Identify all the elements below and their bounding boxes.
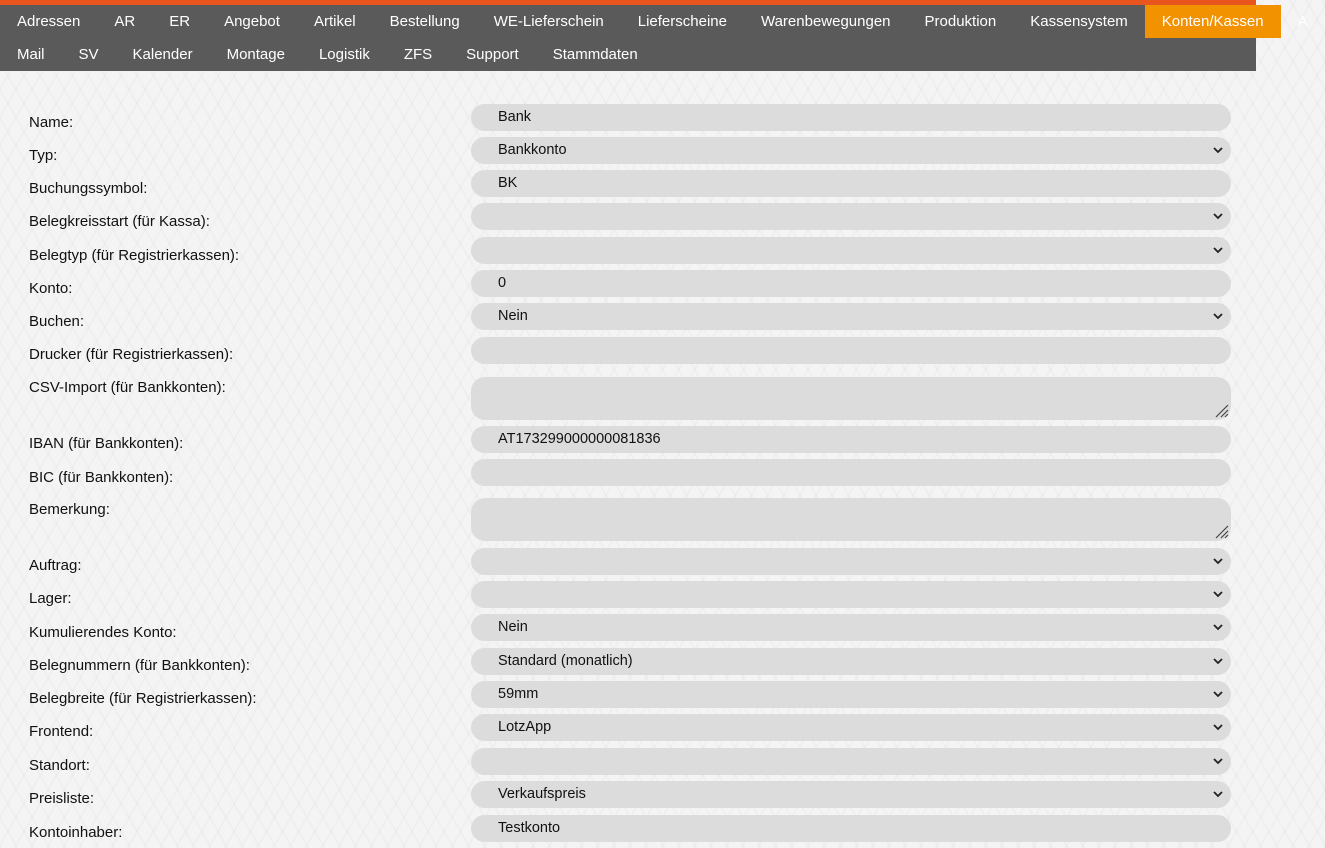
- name-value: Bank: [498, 109, 532, 125]
- belegnummern-select[interactable]: [471, 648, 1231, 675]
- label-buchungssymbol: Buchungssymbol:: [29, 180, 148, 197]
- nav-zfs[interactable]: ZFS: [403, 46, 433, 63]
- resize-grip-icon[interactable]: [1213, 402, 1229, 418]
- label-bic: BIC (für Bankkonten):: [29, 469, 174, 486]
- bic-input[interactable]: [471, 459, 1231, 486]
- label-lager: Lager:: [29, 590, 72, 607]
- iban-input[interactable]: [471, 426, 1231, 453]
- name-input[interactable]: [471, 104, 1231, 131]
- chevron-down-icon: [1211, 620, 1225, 634]
- account-form: [0, 71, 1256, 848]
- drucker-input[interactable]: [471, 337, 1231, 364]
- buchungssymbol-input[interactable]: [471, 170, 1231, 197]
- nav-warenbewegungen[interactable]: Warenbewegungen: [760, 13, 891, 30]
- label-iban: IBAN (für Bankkonten):: [29, 435, 184, 452]
- nav-artikel[interactable]: Artikel: [313, 13, 356, 30]
- nav-we-lieferschein[interactable]: WE-Lieferschein: [493, 13, 604, 30]
- nav-er[interactable]: ER: [169, 13, 191, 30]
- nav-kassensystem[interactable]: Kassensystem: [1030, 13, 1128, 30]
- nav-kalender[interactable]: Kalender: [132, 46, 193, 63]
- csv-import-textarea[interactable]: [471, 377, 1231, 420]
- kumulierend-value: Nein: [498, 619, 528, 635]
- chevron-down-icon: [1211, 243, 1225, 257]
- frontend-value: LotzApp: [498, 719, 552, 735]
- chevron-down-icon: [1211, 787, 1225, 801]
- konto-input[interactable]: [471, 270, 1231, 297]
- nav-stammdaten[interactable]: Stammdaten: [552, 46, 638, 63]
- buchen-value: Nein: [498, 308, 528, 324]
- label-standort: Standort:: [29, 757, 90, 774]
- chevron-down-icon: [1211, 587, 1225, 601]
- belegbreite-value: 59mm: [498, 686, 539, 702]
- label-belegnummern: Belegnummern (für Bankkonten):: [29, 657, 250, 674]
- nav-produktion[interactable]: Produktion: [924, 13, 997, 30]
- typ-select[interactable]: [471, 137, 1231, 164]
- konto-value: 0: [498, 275, 507, 291]
- chevron-down-icon: [1211, 720, 1225, 734]
- label-belegkreisstart: Belegkreisstart (für Kassa):: [29, 213, 210, 230]
- nav-adressen[interactable]: Adressen: [17, 13, 81, 30]
- buchungssymbol-value: BK: [498, 175, 518, 191]
- label-name: Name:: [29, 114, 74, 131]
- main-navigation: [0, 0, 1308, 71]
- nav-montage[interactable]: Montage: [226, 46, 285, 63]
- label-bemerkung: Bemerkung:: [29, 501, 110, 518]
- frontend-select[interactable]: [471, 714, 1231, 741]
- iban-value: AT173299000000081836: [498, 431, 661, 447]
- nav-overflow-item[interactable]: A: [1297, 13, 1308, 30]
- label-belegtyp: Belegtyp (für Registrierkassen):: [29, 247, 240, 264]
- chevron-down-icon: [1211, 754, 1225, 768]
- label-kontoinhaber: Kontoinhaber:: [29, 824, 123, 841]
- chevron-down-icon: [1211, 209, 1225, 223]
- label-kumulierend: Kumulierendes Konto:: [29, 624, 177, 641]
- buchen-select[interactable]: [471, 303, 1231, 330]
- chevron-down-icon: [1211, 309, 1225, 323]
- chevron-down-icon: [1211, 687, 1225, 701]
- kontoinhaber-value: Testkonto: [498, 820, 561, 836]
- nav-mail[interactable]: Mail: [17, 46, 45, 63]
- label-typ: Typ:: [29, 147, 58, 164]
- nav-row-2: [0, 38, 655, 71]
- nav-lieferscheine[interactable]: Lieferscheine: [637, 13, 727, 30]
- nav-row-1: [0, 5, 1325, 38]
- kontoinhaber-input[interactable]: [471, 815, 1231, 842]
- preisliste-select[interactable]: [471, 781, 1231, 808]
- nav-logistik[interactable]: Logistik: [318, 46, 370, 63]
- label-drucker: Drucker (für Registrierkassen):: [29, 346, 234, 363]
- resize-grip-icon[interactable]: [1213, 523, 1229, 539]
- preisliste-value: Verkaufspreis: [498, 786, 586, 802]
- label-buchen: Buchen:: [29, 313, 85, 330]
- label-preisliste: Preisliste:: [29, 790, 95, 807]
- nav-support[interactable]: Support: [466, 46, 519, 63]
- nav-bestellung[interactable]: Bestellung: [389, 13, 460, 30]
- lager-select[interactable]: [471, 581, 1231, 608]
- belegtyp-select[interactable]: [471, 237, 1231, 264]
- nav-sv[interactable]: SV: [78, 46, 99, 63]
- nav-konten-kassen[interactable]: Konten/Kassen: [1145, 5, 1281, 38]
- belegnummern-value: Standard (monatlich): [498, 653, 633, 669]
- nav-ar[interactable]: AR: [114, 13, 136, 30]
- label-frontend: Frontend:: [29, 723, 94, 740]
- belegkreisstart-select[interactable]: [471, 203, 1231, 230]
- label-belegbreite: Belegbreite (für Registrierkassen):: [29, 690, 257, 707]
- label-csv-import: CSV-Import (für Bankkonten):: [29, 379, 226, 396]
- chevron-down-icon: [1211, 143, 1225, 157]
- chevron-down-icon: [1211, 654, 1225, 668]
- typ-value: Bankkonto: [498, 142, 567, 158]
- bemerkung-textarea[interactable]: [471, 498, 1231, 541]
- label-konto: Konto:: [29, 280, 73, 297]
- standort-select[interactable]: [471, 748, 1231, 775]
- chevron-down-icon: [1211, 554, 1225, 568]
- belegbreite-select[interactable]: [471, 681, 1231, 708]
- label-auftrag: Auftrag:: [29, 557, 82, 574]
- kumulierend-select[interactable]: [471, 614, 1231, 641]
- auftrag-select[interactable]: [471, 548, 1231, 575]
- nav-angebot[interactable]: Angebot: [224, 13, 280, 30]
